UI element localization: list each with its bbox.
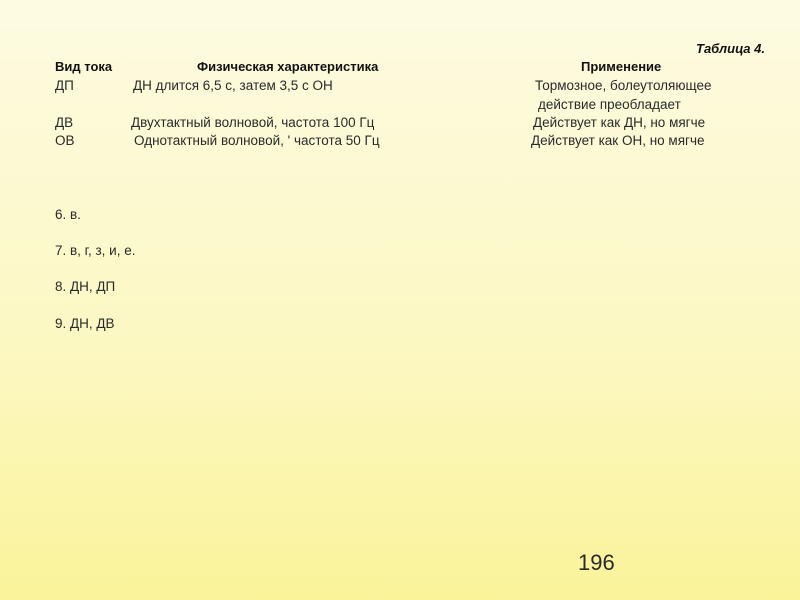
answer-8: 8. ДН, ДП xyxy=(55,279,116,294)
table-caption: Таблица 4. xyxy=(696,41,765,56)
answer-9: 9. ДН, ДВ xyxy=(55,316,115,331)
answer-6: 6. в. xyxy=(55,207,81,222)
row-dp-application-line-1: Тормозное, болеутоляющее xyxy=(535,78,712,93)
header-application: Применение xyxy=(581,59,662,74)
row-dp-application-line-2: действие преобладает xyxy=(538,97,681,112)
row-dv-characteristic: Двухтактный волновой, частота 100 Гц xyxy=(131,115,375,130)
header-current-type: Вид тока xyxy=(55,59,113,74)
row-dp-type: ДП xyxy=(55,78,74,93)
row-dp-characteristic: ДН длится 6,5 с, затем 3,5 с ОН xyxy=(133,78,333,93)
row-dv-type: ДВ xyxy=(55,115,74,130)
row-dv-application: Действует как ДН, но мягче xyxy=(533,115,706,130)
page-number: 196 xyxy=(578,550,615,575)
row-ov-characteristic: Однотактный волновой, ' частота 50 Гц xyxy=(134,133,380,148)
row-ov-type: ОВ xyxy=(55,133,75,148)
answer-7: 7. в, г, з, и, е. xyxy=(55,243,136,258)
row-ov-application: Действует как ОН, но мягче xyxy=(531,133,705,148)
header-physical-characteristic: Физическая характеристика xyxy=(197,59,379,74)
